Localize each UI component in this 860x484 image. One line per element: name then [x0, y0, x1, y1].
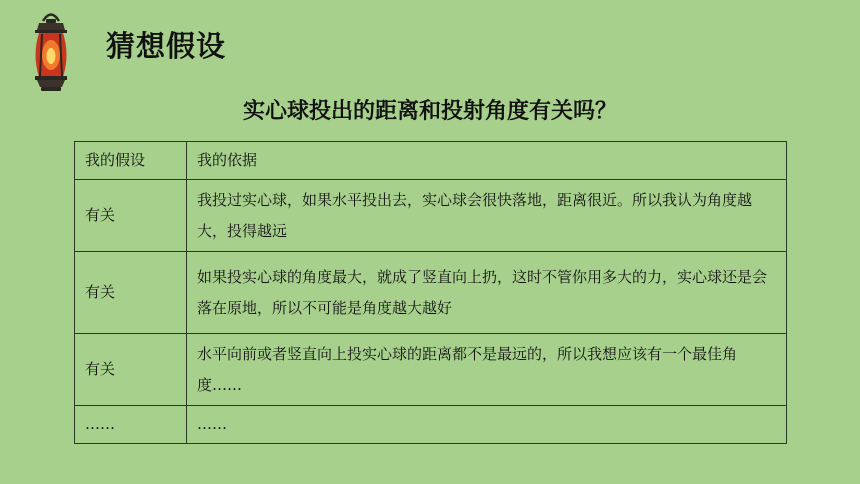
column-header-basis: 我的依据 [187, 142, 787, 180]
table-row [75, 252, 787, 334]
table-row [75, 406, 787, 444]
page-title: 猜想假设 [106, 29, 227, 63]
column-header-hypothesis: 我的假设 [75, 142, 187, 180]
basis-cell: 水平向前或者竖直向上投实心球的距离都不是最远的，所以我想应该有一个最佳角度…… [187, 334, 787, 406]
hypothesis-cell: 有关 [75, 180, 187, 252]
basis-cell: 如果投实心球的角度最大，就成了竖直向上扔，这时不管你用多大的力，实心球还是会落在原地，所以不可能是角度越大越好 [187, 252, 787, 334]
table-header-row [75, 142, 787, 180]
basis-cell: …… [187, 406, 787, 444]
table-row [75, 180, 787, 252]
research-question: 实心球投出的距离和投射角度有关吗？ [242, 99, 617, 124]
lantern-icon [28, 8, 74, 94]
hypothesis-table [74, 141, 787, 444]
hypothesis-cell: 有关 [75, 252, 187, 334]
table-row [75, 334, 787, 406]
hypothesis-cell: 有关 [75, 334, 187, 406]
hypothesis-cell: …… [75, 406, 187, 444]
basis-cell: 我投过实心球，如果水平投出去，实心球会很快落地，距离很近。所以我认为角度越大，投得越远 [187, 180, 787, 252]
